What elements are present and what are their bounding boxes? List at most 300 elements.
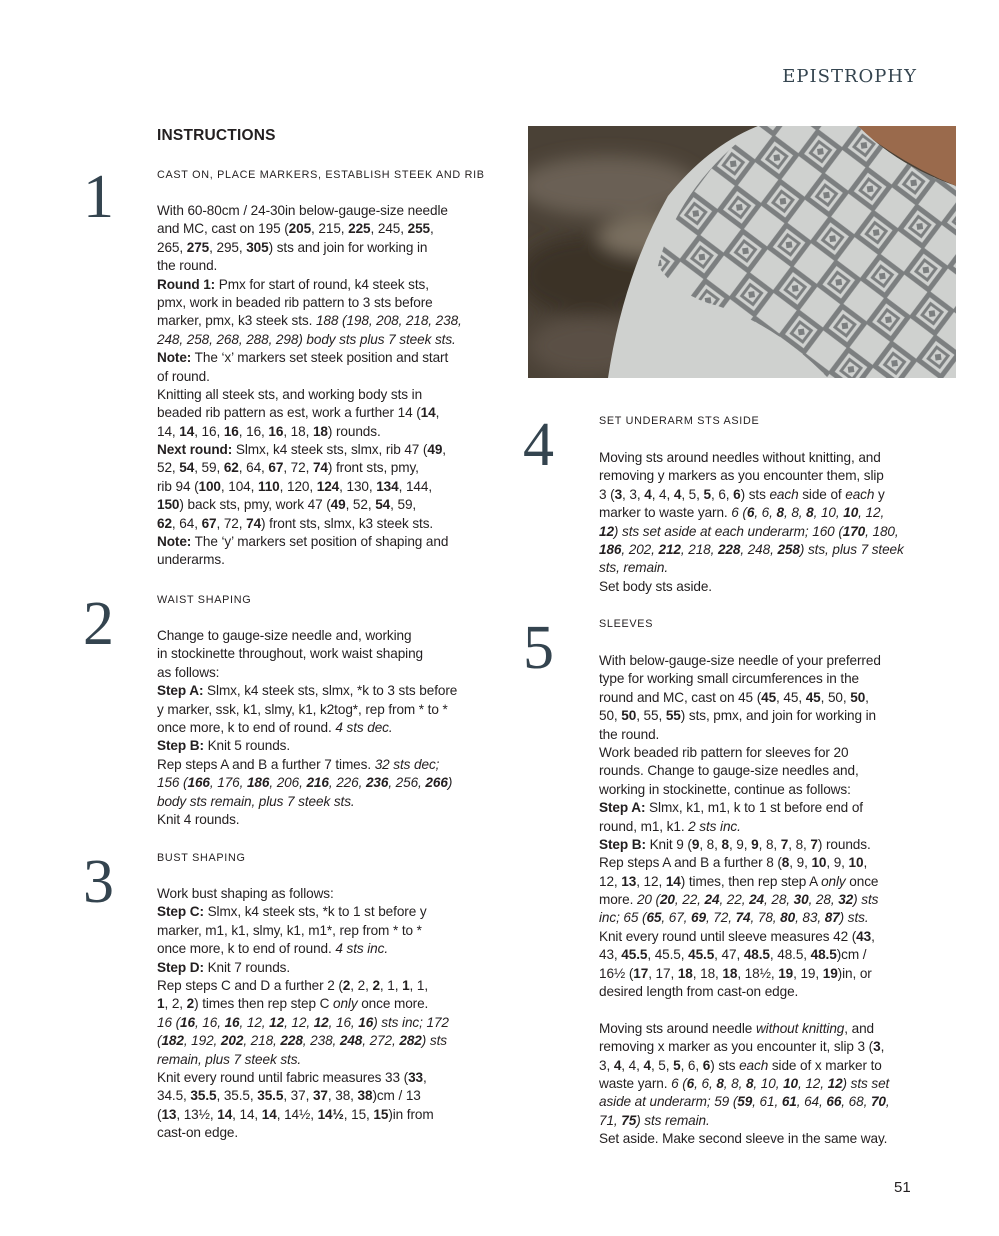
italic-text: , 12,	[797, 1075, 828, 1091]
text-line	[599, 854, 890, 872]
bold-text: Step D:	[157, 959, 204, 975]
bold-text: 275	[186, 239, 210, 255]
text-run: Knit 4 rounds.	[157, 811, 240, 827]
text-run: 16½ (	[599, 965, 634, 981]
text-run: ,	[430, 221, 434, 237]
bold-text: 18	[312, 423, 328, 439]
text-run: , 120,	[279, 478, 317, 494]
text-run: 3 (	[599, 486, 615, 502]
bold-italic-text: 10	[843, 505, 859, 521]
text-run: , 38,	[327, 1088, 358, 1104]
italic-text: , 72,	[705, 910, 736, 926]
italic-text: 4 sts dec.	[335, 719, 393, 735]
text-run: , 6,	[710, 486, 734, 502]
text-line	[599, 1001, 890, 1019]
text-line	[599, 1020, 890, 1038]
text-line	[157, 478, 462, 496]
bold-italic-text: 16	[224, 1014, 240, 1030]
italic-text: , 28,	[808, 892, 839, 908]
text-run: working in stockinette, continue as follows:	[599, 781, 851, 797]
italic-text: ) sts, plus 7 steek	[799, 541, 904, 557]
bold-italic-text: 69	[691, 910, 706, 926]
text-run: , 8,	[699, 836, 722, 852]
text-run: 14,	[157, 423, 180, 439]
text-run: Moving sts around needle	[599, 1020, 756, 1036]
bold-italic-text: 248	[339, 1033, 363, 1049]
bold-text: 43	[856, 928, 872, 944]
text-line	[599, 762, 890, 780]
text-run: , 18,	[692, 965, 723, 981]
bold-text: 100	[198, 478, 221, 494]
text-run: , 59,	[390, 497, 417, 513]
text-run: , 4,	[651, 486, 674, 502]
text-line	[157, 1032, 449, 1050]
text-run: , 18½,	[737, 965, 779, 981]
italic-text: , 22,	[674, 892, 705, 908]
text-run: , 45,	[776, 689, 806, 705]
text-run: , 14½,	[276, 1106, 318, 1122]
text-run: in stockinette throughout, work waist shaping	[157, 646, 424, 662]
text-run: once	[845, 873, 879, 889]
text-run: Slmx, k1, m1, k to 1 st before end of	[645, 800, 863, 816]
italic-text: 4 sts inc.	[335, 941, 388, 957]
text-line	[599, 670, 890, 688]
italic-text: , 12,	[284, 1014, 314, 1030]
text-line	[599, 1038, 890, 1056]
text-line	[157, 664, 457, 682]
text-line	[157, 533, 462, 551]
text-line	[157, 1087, 449, 1105]
text-run: ) back sts, pmy, work 47 (	[179, 497, 331, 513]
text-run: , 8,	[788, 836, 811, 852]
text-run: , 130,	[339, 478, 377, 494]
section-body	[157, 202, 462, 570]
text-run: , 48.5,	[769, 947, 811, 963]
bold-text: 74	[312, 460, 328, 476]
bold-text: 10	[811, 855, 827, 871]
text-line	[157, 404, 462, 422]
section-body	[157, 627, 457, 829]
text-line	[157, 719, 457, 737]
text-run: and MC, cast on 195 (	[157, 221, 289, 237]
text-line	[157, 1124, 449, 1142]
running-head: EPISTROPHY	[782, 66, 917, 87]
bold-italic-text: 166	[187, 775, 210, 791]
text-run: ) front sts, pmy,	[327, 460, 419, 476]
italic-text: only	[821, 873, 846, 889]
text-run: , 6,	[680, 1057, 703, 1073]
text-run: ,	[423, 1069, 427, 1085]
bold-italic-text: 12	[599, 523, 614, 539]
italic-text: , 8,	[783, 505, 807, 521]
text-line	[599, 1093, 890, 1111]
text-line	[157, 331, 462, 349]
text-run: ) times then rep step C	[194, 996, 333, 1012]
text-run: , 215,	[311, 221, 349, 237]
italic-text: , 238,	[302, 1033, 340, 1049]
italic-text: , 272,	[362, 1033, 400, 1049]
section-subhead: SET UNDERARM STS ASIDE	[599, 415, 760, 427]
text-line	[157, 811, 457, 829]
text-line	[157, 627, 457, 645]
bold-text: 7	[810, 836, 818, 852]
bold-text: 54	[179, 460, 195, 476]
text-run: 52,	[157, 460, 180, 476]
text-line	[599, 578, 904, 596]
text-run: marker to waste yarn.	[599, 505, 732, 521]
bold-italic-text: 10	[783, 1075, 798, 1091]
text-line	[599, 504, 904, 522]
bold-text: 124	[316, 478, 340, 494]
bold-text: 4	[643, 1057, 651, 1073]
bold-text: 67	[268, 460, 284, 476]
text-run: Knit every round until fabric measures 33 (	[157, 1069, 409, 1085]
text-line	[157, 1069, 449, 1087]
bold-text: 67	[201, 515, 217, 531]
bold-text: 4	[613, 1057, 622, 1073]
text-run: , 50,	[820, 689, 851, 705]
text-run: once more.	[357, 996, 429, 1012]
text-run: removing x marker as you encounter it, slip 3 (	[599, 1039, 874, 1055]
text-line	[599, 467, 904, 485]
text-run: , 9,	[789, 855, 812, 871]
text-line	[599, 1075, 890, 1093]
bold-italic-text: 6	[686, 1075, 695, 1091]
text-run: (	[157, 1106, 162, 1122]
bold-text: 205	[288, 221, 312, 237]
text-run: , 9,	[728, 836, 752, 852]
bold-text: Step B:	[157, 738, 204, 754]
bold-italic-text: 59	[737, 1094, 753, 1110]
bold-text: 50	[850, 689, 866, 705]
italic-text: 32 sts dec;	[374, 756, 440, 772]
section-number: 3	[83, 848, 114, 916]
text-run: Change to gauge-size needle and, working	[157, 628, 412, 643]
text-run: , 47,	[714, 947, 744, 963]
bold-text: Round 1:	[157, 276, 216, 292]
italic-text: ) sts set	[842, 1075, 890, 1091]
text-run: type for working small circumferences in the	[599, 671, 860, 687]
text-run: Work bust shaping as follows:	[157, 886, 334, 901]
italic-text: , 12,	[858, 505, 885, 521]
text-run: , 245,	[370, 221, 408, 237]
text-run: 50,	[599, 708, 622, 724]
italic-text: 2 sts inc.	[688, 818, 741, 834]
text-line	[599, 781, 890, 799]
italic-text: , 218,	[680, 541, 718, 557]
text-run: marker, m1, k1, slmy, k1, m1*, rep from * to *	[157, 922, 422, 938]
text-run: once more, k to end of round.	[157, 719, 336, 735]
italic-text: aside at underarm; 59 (	[599, 1094, 738, 1110]
bold-italic-text: 70	[870, 1094, 886, 1110]
bold-italic-text: 24	[749, 892, 765, 908]
text-line	[157, 459, 462, 477]
bold-italic-text: 186	[599, 541, 622, 557]
bold-text: 14	[261, 1106, 277, 1122]
bold-italic-text: 258	[777, 541, 800, 557]
bold-italic-text: 12	[313, 1014, 329, 1030]
bold-text: 4	[644, 486, 652, 502]
bold-text: 45	[761, 689, 777, 705]
bold-text: 50	[621, 708, 637, 724]
bold-italic-text: 6	[746, 505, 755, 521]
text-run: , 18,	[283, 423, 313, 439]
bold-italic-text: 282	[399, 1033, 422, 1049]
text-line	[157, 496, 462, 514]
bold-italic-text: 8	[745, 1075, 754, 1091]
text-run: Work beaded rib pattern for sleeves for 20	[599, 744, 849, 760]
text-line	[157, 312, 462, 330]
bold-text: Step C:	[157, 904, 204, 920]
text-line	[157, 257, 462, 275]
text-line	[599, 486, 904, 504]
text-run: ,	[863, 855, 868, 871]
text-run: ) times, then rep step A	[680, 873, 822, 889]
bold-text: 150	[157, 497, 180, 513]
text-run: The ‘x’ markers set steek position and start	[191, 350, 449, 366]
text-run: marker, pmx, k3 steek sts.	[157, 313, 316, 329]
text-line	[599, 707, 890, 725]
bold-text: 13	[161, 1106, 177, 1122]
text-run: Rep steps A and B a further 7 times.	[157, 756, 375, 772]
bold-text: 62	[223, 460, 239, 476]
text-run: Knit 9 (	[645, 836, 692, 852]
text-run: 265,	[157, 239, 187, 255]
bold-text: 4	[673, 486, 682, 502]
italic-text: ) sts set aside at each underarm; 160 (	[613, 523, 843, 539]
italic-text: , 83,	[795, 910, 825, 926]
bold-text: Step A:	[599, 800, 646, 816]
italic-text: , 6,	[694, 1075, 717, 1091]
text-line	[157, 276, 462, 294]
text-run: beaded rib pattern as est, work a further 14 (	[157, 405, 421, 421]
text-run: )in from	[388, 1106, 434, 1122]
text-run: Slmx, k4 steek sts, *k to 1 st before y	[203, 904, 427, 920]
text-run: , 5,	[681, 486, 704, 502]
italic-text: remain, plus 7 steek sts.	[157, 1051, 302, 1067]
text-line	[599, 965, 890, 983]
bold-text: 9	[691, 836, 700, 852]
text-run: , 64,	[171, 515, 202, 531]
bold-text: 54	[375, 497, 391, 513]
text-run: , 13½,	[176, 1106, 218, 1122]
text-line	[599, 946, 890, 964]
text-line	[157, 774, 457, 792]
bold-italic-text: 12	[827, 1075, 843, 1091]
bold-text: 45	[805, 689, 821, 705]
text-line	[599, 726, 890, 744]
text-run: , 8,	[758, 836, 781, 852]
bold-text: 7	[780, 836, 789, 852]
bold-text: 74	[246, 515, 262, 531]
text-line	[157, 349, 462, 367]
text-line	[157, 551, 462, 569]
text-line	[157, 940, 449, 958]
text-run: , 14,	[232, 1106, 262, 1122]
section-subhead: BUST SHAPING	[157, 852, 246, 864]
bold-text: 110	[258, 478, 280, 494]
bold-italic-text: 212	[658, 541, 681, 557]
text-run: ,	[871, 928, 875, 944]
italic-text: ) sts	[421, 1033, 447, 1049]
bold-text: 55	[665, 708, 681, 724]
bold-italic-text: 8	[806, 505, 814, 521]
text-line	[157, 959, 449, 977]
bold-text: 2	[372, 977, 380, 993]
text-run: Knit every round until sleeve measures 42 (	[599, 928, 857, 944]
italic-text: ) sts remain.	[636, 1112, 710, 1128]
text-run: 3,	[599, 1057, 614, 1073]
text-run: , 9,	[826, 855, 849, 871]
text-run: ,	[442, 442, 446, 458]
text-line	[599, 689, 890, 707]
text-run: of round.	[157, 368, 210, 384]
section-subhead: CAST ON, PLACE MARKERS, ESTABLISH STEEK AND RIB	[157, 169, 485, 181]
text-run: Slmx, k4 steek sts, slmx, *k to 3 sts before	[203, 683, 458, 699]
bold-text: 62	[157, 515, 172, 531]
italic-text: , 10,	[753, 1075, 784, 1091]
text-run: , 1,	[379, 977, 403, 993]
text-line	[157, 441, 462, 459]
bold-text: 49	[427, 442, 443, 458]
text-line	[157, 294, 462, 312]
text-line	[157, 922, 449, 940]
text-line	[157, 386, 462, 404]
bold-italic-text: 75	[621, 1112, 637, 1128]
text-run: , 35.5,	[216, 1088, 258, 1104]
text-run: round, m1, k1.	[599, 818, 689, 834]
italic-text: , 202,	[621, 541, 659, 557]
text-run: , 3,	[622, 486, 645, 502]
bold-text: 2	[342, 977, 351, 993]
bold-text: 134	[376, 478, 399, 494]
bold-text: 18	[677, 965, 693, 981]
text-line	[157, 793, 457, 811]
text-line	[157, 682, 457, 700]
italic-text: , 67,	[661, 910, 692, 926]
text-run: With below-gauge-size needle of your preferred	[599, 653, 881, 668]
section-number: 4	[523, 411, 554, 479]
section-body	[599, 652, 890, 1149]
bold-italic-text: 8	[716, 1075, 724, 1091]
text-run: 43,	[599, 947, 622, 963]
italic-text: , 6,	[754, 505, 777, 521]
bold-italic-text: 80	[780, 910, 796, 926]
bold-text: 14	[179, 423, 195, 439]
text-line	[599, 1130, 890, 1148]
bold-italic-text: 266	[425, 775, 448, 791]
bold-italic-text: 228	[280, 1033, 303, 1049]
text-line	[599, 541, 904, 559]
bold-text: 255	[407, 221, 431, 237]
text-line	[599, 1112, 890, 1130]
text-line	[599, 523, 904, 541]
bold-text: 10	[848, 855, 864, 871]
bold-italic-text: 170	[842, 523, 866, 539]
italic-text: ) sts.	[839, 910, 869, 926]
bold-text: Step B:	[599, 836, 646, 852]
bold-text: 3	[873, 1039, 881, 1055]
text-run: rib 94 (	[157, 478, 199, 494]
bold-text: 2	[186, 996, 195, 1012]
italic-text: , 226,	[328, 775, 366, 791]
bold-text: 16	[268, 423, 284, 439]
text-line	[599, 1057, 890, 1075]
italic-text: , 206,	[269, 775, 307, 791]
text-run: more.	[599, 892, 637, 908]
text-run: ,	[865, 689, 869, 705]
bold-text: 14½	[317, 1106, 344, 1122]
italic-text: , 16,	[194, 1014, 225, 1030]
text-run: , 52,	[345, 497, 376, 513]
italic-text: , 248,	[740, 541, 778, 557]
bold-italic-text: 30	[793, 892, 809, 908]
text-line	[599, 449, 904, 467]
text-run: round and MC, cast on 45 (	[599, 689, 762, 705]
bold-text: 45.5	[621, 947, 648, 963]
text-line	[599, 836, 890, 854]
bold-italic-text: 74	[735, 910, 751, 926]
bold-text: 5	[673, 1057, 681, 1073]
bold-text: 35.5	[257, 1088, 284, 1104]
text-run: desired length from cast-on edge.	[599, 984, 799, 1000]
text-line	[157, 1014, 449, 1032]
italic-text: each	[739, 1057, 769, 1073]
text-run: side of x marker to	[768, 1057, 882, 1073]
italic-text: each	[845, 486, 875, 502]
section-number: 2	[83, 590, 114, 658]
text-run: , 104,	[220, 478, 258, 494]
text-run: ) sts	[740, 486, 770, 502]
text-line	[157, 977, 449, 995]
italic-text: 6 (	[731, 505, 747, 521]
bold-italic-text: 61	[781, 1094, 797, 1110]
bold-text: 49	[330, 497, 346, 513]
bold-text: 1	[402, 977, 410, 993]
bold-text: 33	[408, 1069, 424, 1085]
text-run: the round.	[157, 258, 218, 274]
text-run: Rep steps C and D a further 2 (	[157, 977, 343, 993]
text-line	[157, 220, 462, 238]
text-run: 34.5,	[157, 1088, 191, 1104]
text-run: y	[874, 486, 885, 502]
bold-text: 8	[721, 836, 729, 852]
italic-text: , 12,	[239, 1014, 270, 1030]
text-run: , 59,	[194, 460, 224, 476]
text-line	[157, 1106, 449, 1124]
text-run: , 17,	[648, 965, 678, 981]
bold-text: 15	[373, 1106, 389, 1122]
text-line	[157, 903, 449, 921]
bold-italic-text: 186	[246, 775, 270, 791]
text-line	[157, 995, 449, 1013]
text-line	[599, 559, 904, 577]
bold-text: 18	[722, 965, 738, 981]
italic-text: , 28,	[764, 892, 794, 908]
bold-text: Step A:	[157, 683, 204, 699]
bold-text: 6	[733, 486, 741, 502]
text-line	[599, 818, 890, 836]
italic-text: 156 (	[157, 775, 188, 791]
text-run: With 60-80cm / 24-30in below-gauge-size needle	[157, 203, 448, 218]
text-run: , 2,	[350, 977, 373, 993]
text-run: removing y markers as you encounter them, slip	[599, 468, 884, 484]
bold-italic-text: 16	[180, 1014, 195, 1030]
text-run: , 72,	[283, 460, 313, 476]
text-run: ) sts and join for working in	[268, 239, 428, 255]
text-line	[599, 983, 890, 1001]
text-line	[599, 799, 890, 817]
